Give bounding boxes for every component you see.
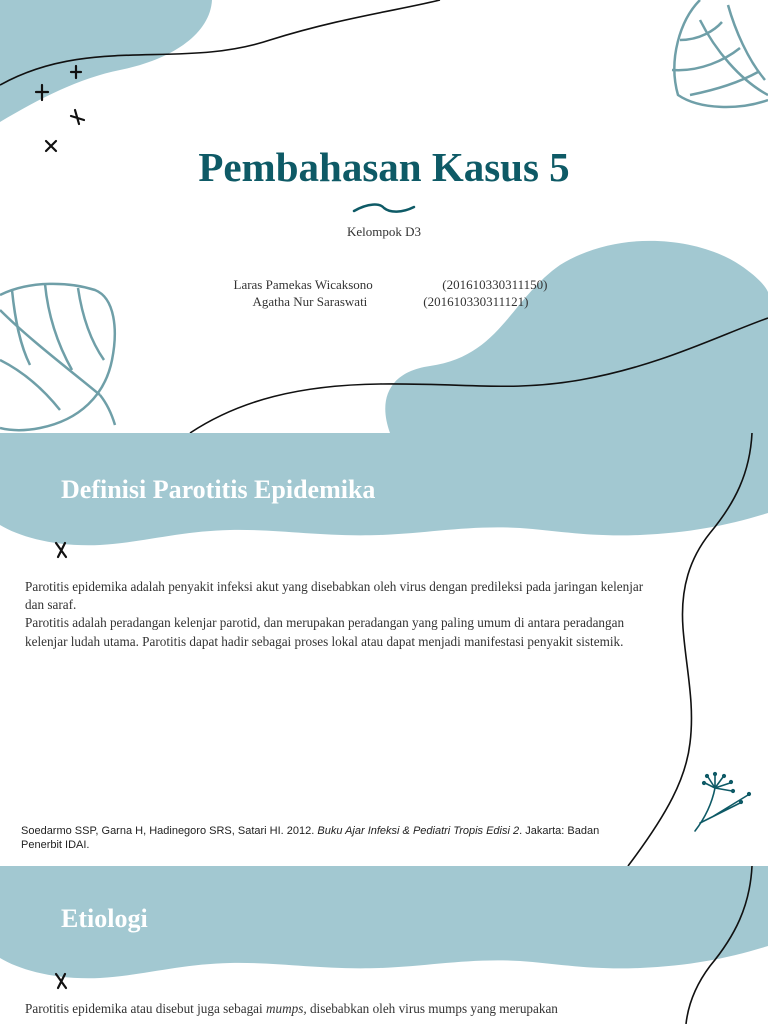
member-name: Laras Pamekas Wicaksono	[233, 277, 373, 292]
presentation-title: Pembahasan Kasus 5	[198, 144, 570, 190]
top-left-blob	[0, 0, 212, 122]
top-right-leaf	[672, 0, 768, 107]
dandelion-icon	[695, 773, 750, 831]
title-slide	[0, 0, 768, 433]
member-row	[0, 278, 768, 326]
member-name: Agatha Nur Saraswati	[252, 294, 368, 309]
etiologi-text-start: Parotitis epidemika atau disebut juga sebagai	[25, 1001, 266, 1016]
group-name: Kelompok D3	[346, 224, 422, 239]
definisi-heading: Definisi Parotitis Epidemika	[61, 475, 376, 504]
reference-publisher: . Jakarta: Badan Penerbit IDAI.	[21, 825, 600, 851]
reference-book-title: Buku Ajar Infeksi & Pediatri Tropis Edisi 2	[317, 825, 520, 837]
etiologi-text-end: disebabkan oleh virus mumps yang merupakan	[306, 1001, 558, 1016]
definisi-paragraph-1: Parotitis epidemika adalah penyakit infeksi akut yang disebabkan oleh virus dengan predileksi pada jaringan kelenjar dan saraf.	[25, 579, 644, 613]
cross-marks	[56, 543, 66, 557]
etiologi-body	[25, 1000, 665, 1018]
member-nim: (201610330311121)	[423, 294, 529, 309]
etiologi-text-italic: mumps,	[265, 1001, 307, 1016]
reference-authors: Soedarmo SSP, Garna H, Hadinegoro SRS, Satari HI. 2012.	[21, 825, 318, 837]
title-slide-decoration	[0, 0, 768, 433]
reference-citation	[21, 824, 621, 852]
definisi-slide	[0, 433, 768, 866]
title-ornament	[354, 205, 414, 212]
member-nim: (201610330311150)	[442, 277, 548, 292]
definisi-paragraph-2: Parotitis adalah peradangan kelenjar parotid, dan merupakan peradangan yang paling umum di antara peradangan kelenjar ludah utama. Parotitis dapat hadir sebagai proses lokal atau dapat menjadi manifestasi penyakit sistemik.	[25, 615, 625, 649]
definisi-body	[25, 578, 645, 651]
etiologi-heading: Etiologi	[61, 904, 148, 933]
etiologi-slide	[0, 866, 768, 1024]
